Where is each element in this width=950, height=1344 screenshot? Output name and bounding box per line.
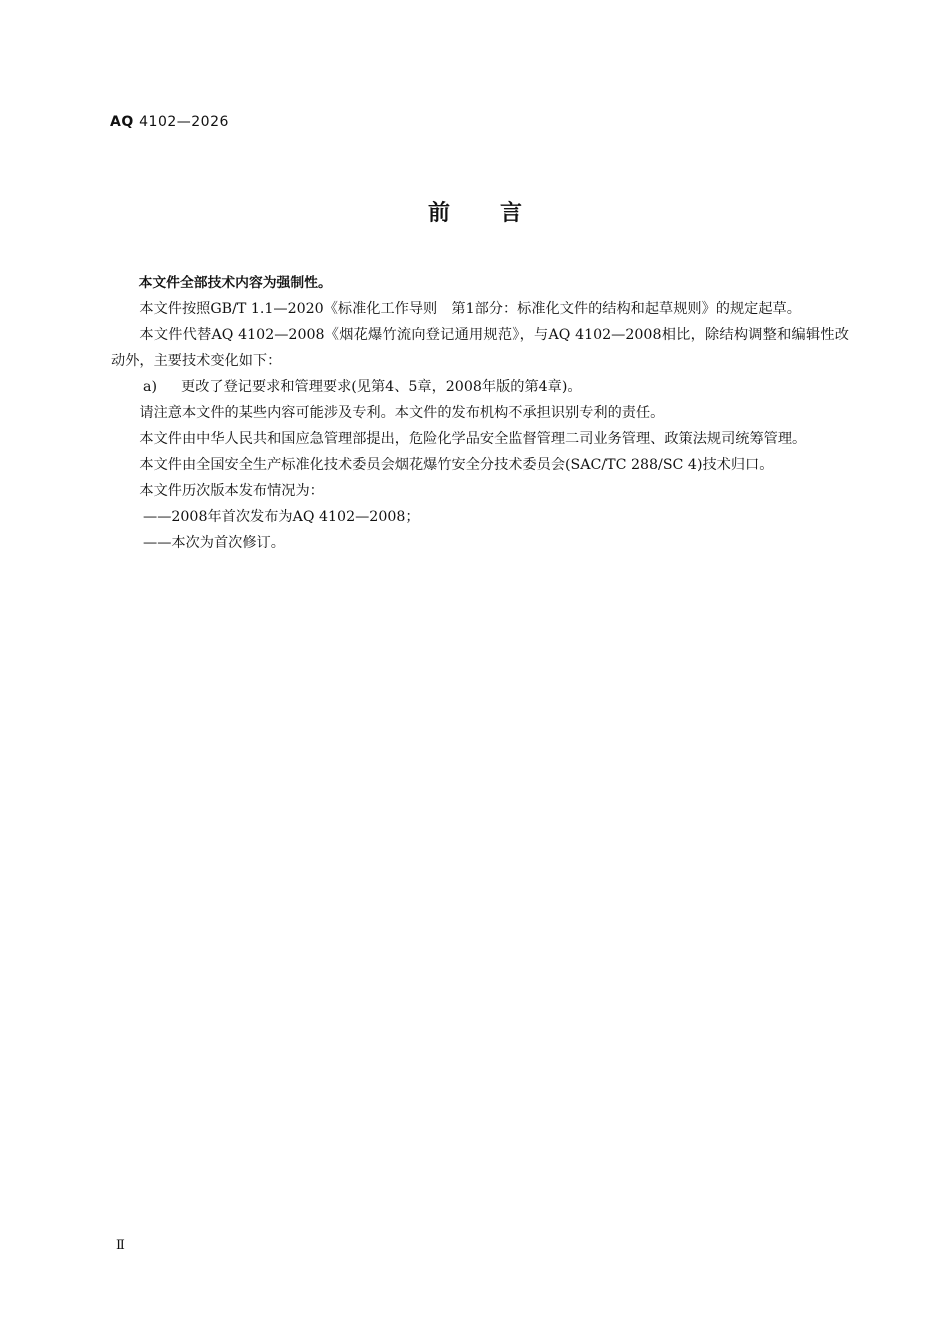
proposer-paragraph: 本文件由中华人民共和国应急管理部提出，危险化学品安全监督管理二司业务管理、政策法规司统筹管理。 xyxy=(139,431,807,447)
mandatory-statement: 本文件全部技术内容为强制性。 xyxy=(138,275,332,291)
version-history-intro: 本文件历次版本发布情况为： xyxy=(139,483,324,499)
standard-prefix: AQ xyxy=(110,114,134,130)
change-list-item xyxy=(111,374,849,400)
drafting-rules-paragraph: 本文件按照GB/T 1.1—2020《标准化工作导则 第1部分：标准化文件的结构和起草规则》的规定起草。 xyxy=(139,301,801,317)
page-title: 前言 xyxy=(427,201,572,226)
version-history-item: ——2008年首次发布为AQ 4102—2008； xyxy=(143,509,420,525)
list-item-text: 更改了登记要求和管理要求(见第4、5章，2008年版的第4章)。 xyxy=(181,379,582,395)
foreword-body xyxy=(111,270,849,556)
standard-number: 4102—2026 xyxy=(139,114,229,130)
technical-committee-paragraph: 本文件由全国安全生产标准化技术委员会烟花爆竹安全分技术委员会(SAC/TC 288/SC 4)技术归口。 xyxy=(139,457,774,473)
page-number: Ⅱ xyxy=(116,1238,125,1253)
standard-code xyxy=(110,114,229,130)
replacement-paragraph: 本文件代替AQ 4102—2008《烟花爆竹流向登记通用规范》，与AQ 4102—2008相比，除结构调整和编辑性改动外，主要技术变化如下： xyxy=(111,327,849,369)
list-marker: a) xyxy=(143,379,157,395)
version-history-item: ——本次为首次修订。 xyxy=(143,535,285,551)
patent-notice-paragraph: 请注意本文件的某些内容可能涉及专利。本文件的发布机构不承担识别专利的责任。 xyxy=(139,405,665,421)
